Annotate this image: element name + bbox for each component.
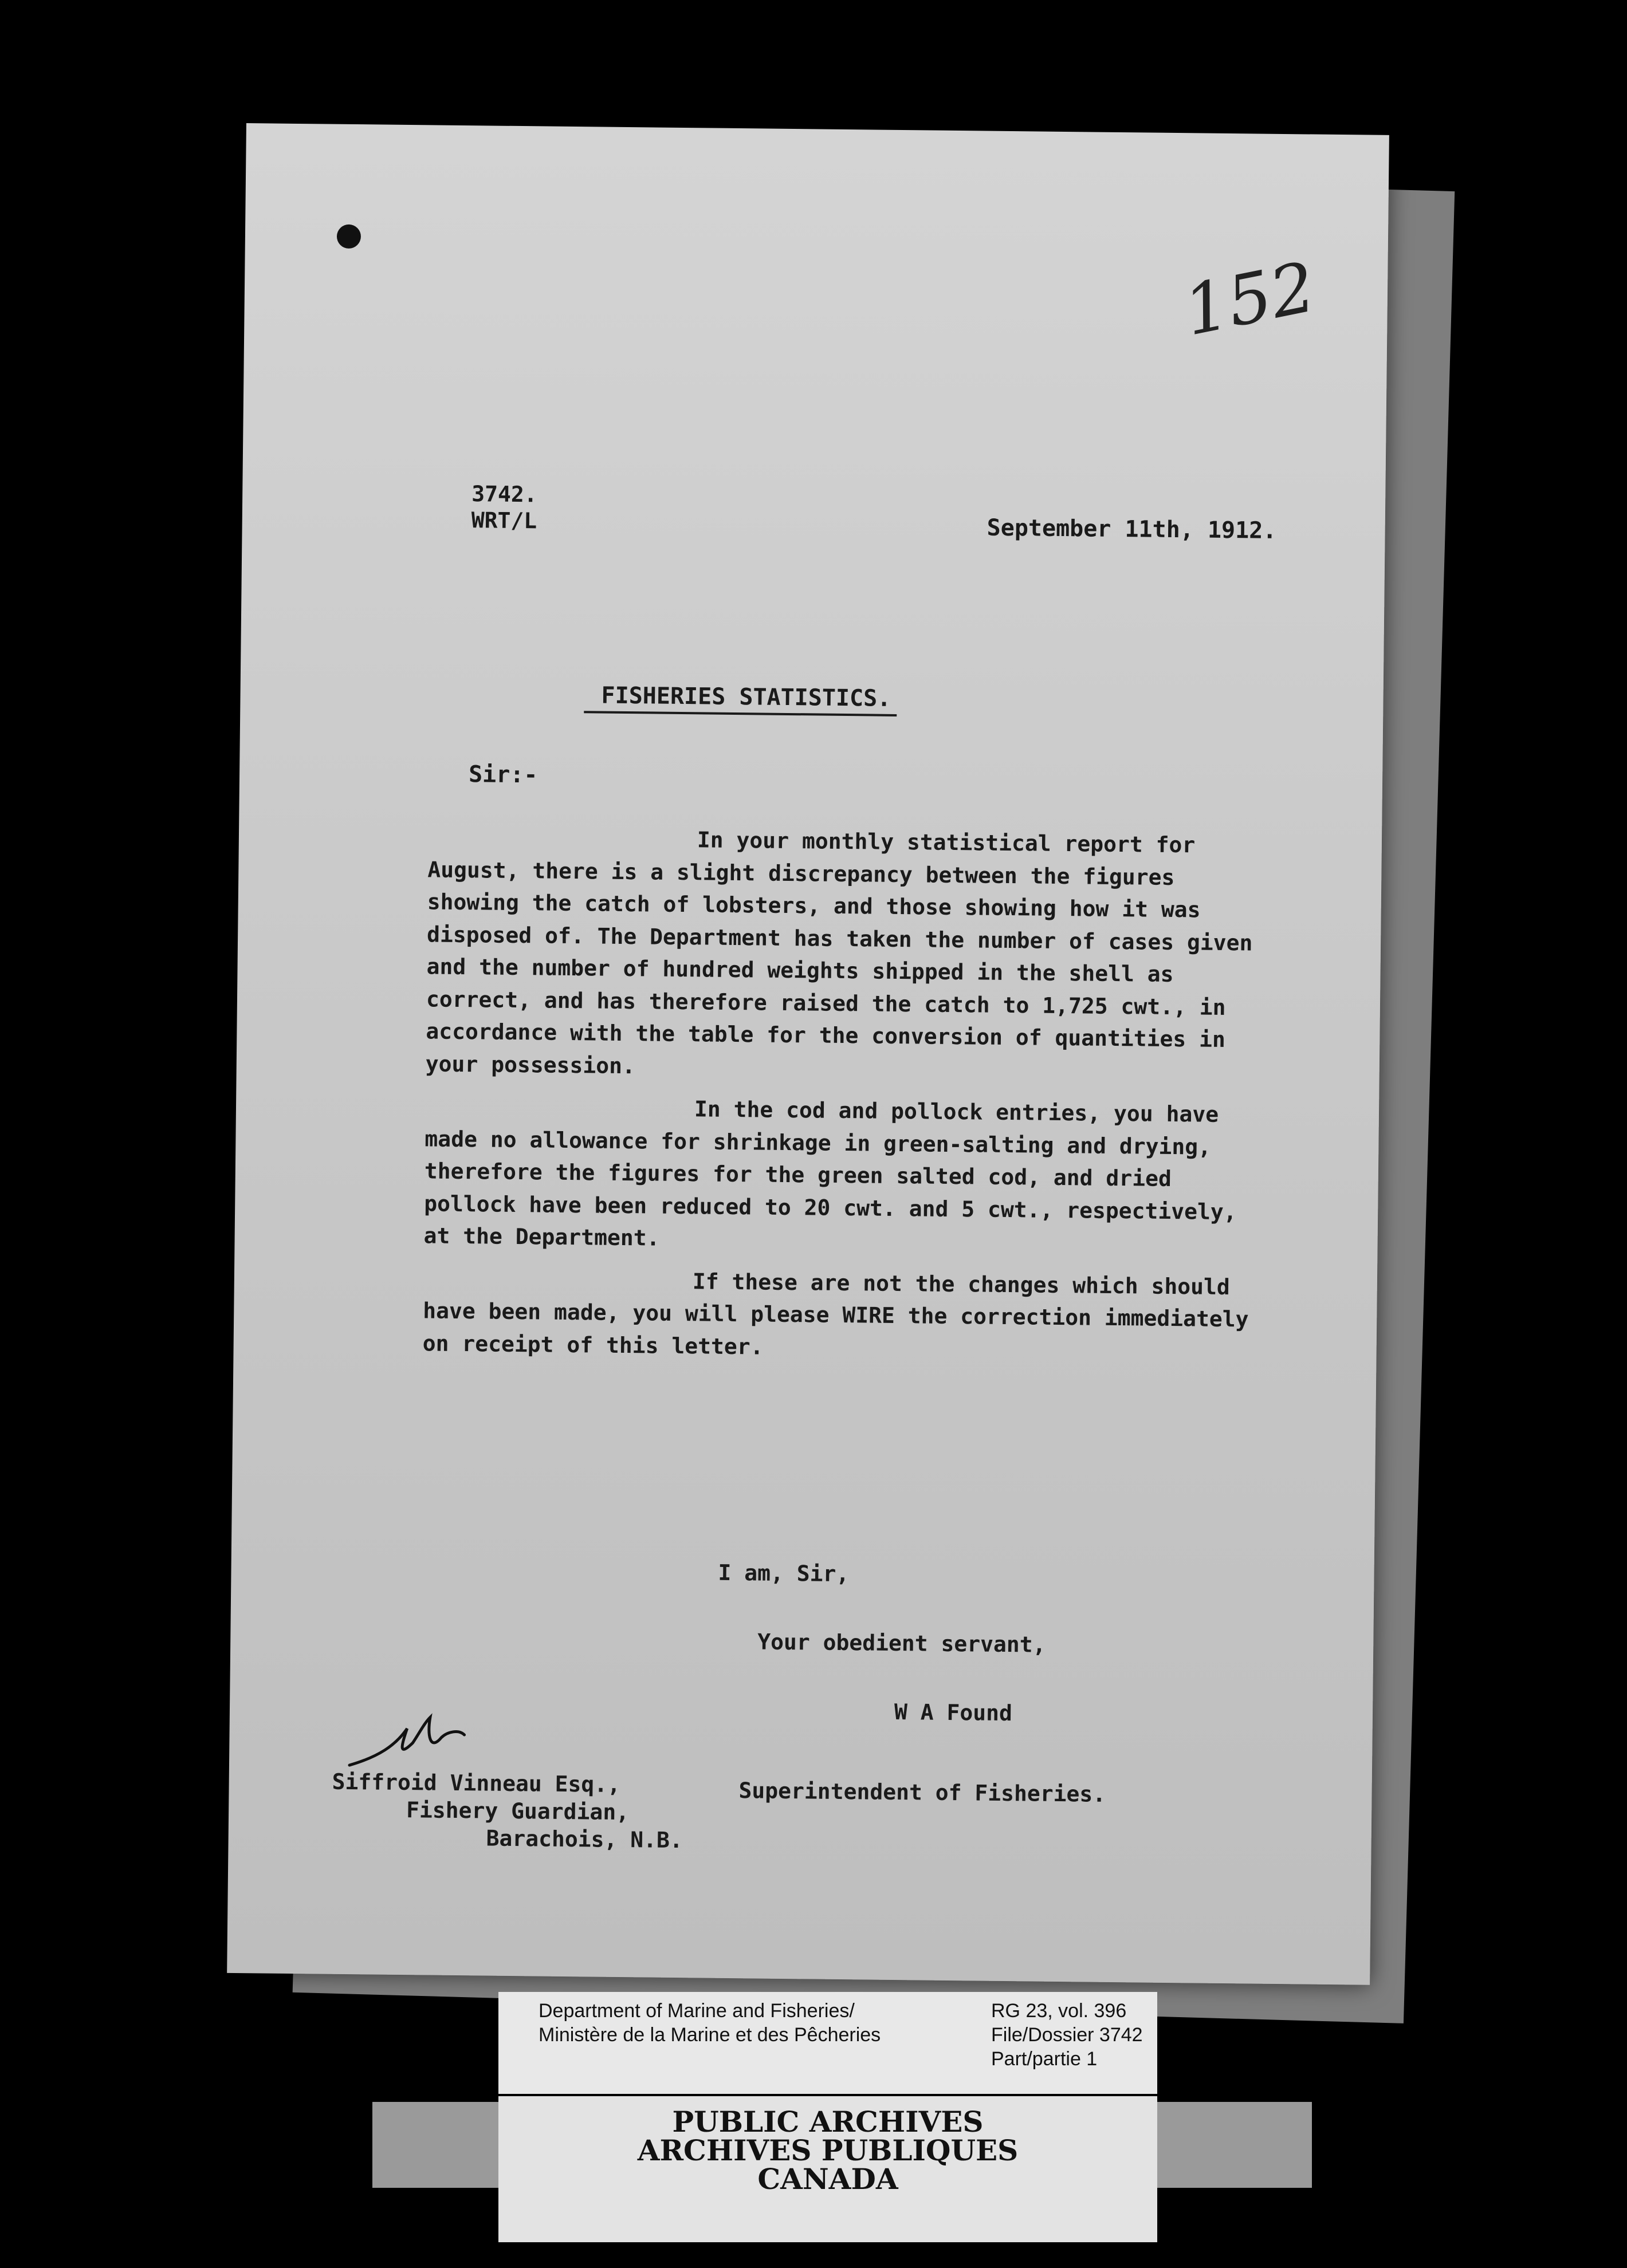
part-partie: Part/partie 1	[991, 2048, 1098, 2070]
reference-block	[471, 481, 537, 534]
closing-line: I am, Sir,	[718, 1560, 850, 1587]
stamp-line-3: CANADA	[757, 2162, 898, 2196]
salutation: Sir:-	[468, 761, 538, 789]
dept-french: Ministère de la Marine et des Pêcheries	[539, 2024, 881, 2046]
record-group: RG 23, vol. 396	[991, 2000, 1127, 2022]
signatory-title: Superintendent of Fisheries.	[738, 1778, 1106, 1807]
archive-label	[498, 1992, 1157, 2094]
letter-date: September 11th, 1912.	[987, 514, 1277, 544]
typist-initials: WRT/L	[471, 507, 537, 534]
subject-heading: FISHERIES STATISTICS.	[584, 682, 897, 716]
label-reference	[991, 1999, 1143, 2071]
stamp-line-2: ARCHIVES PUBLIQUES	[637, 2133, 1019, 2167]
punch-hole	[337, 225, 361, 249]
handwritten-initials	[344, 1711, 470, 1775]
archives-stamp	[498, 2096, 1157, 2242]
label-department	[539, 1999, 881, 2047]
addressee-block	[331, 1768, 683, 1854]
addressee-place: Barachois, N.B.	[486, 1825, 683, 1853]
letter-page	[227, 123, 1389, 1985]
addressee-role: Fishery Guardian,	[406, 1797, 630, 1825]
paragraph-1: In your monthly statistical report for August, there is a slight discrepancy between the figures showing the catch of lobsters, and those showing how it was disposed of. The Department has taken the number of cases given and the number of hundred weights shipped in the shell as correct, and has therefore raised the catch to 1,725 cwt., in accordance with the table for the conversion of quantities in your possession.	[425, 827, 1253, 1078]
paragraph-2: In the cod and pollock entries, you have made no allowance for shrinkage in green-salting and drying, therefore the figures for the green salted cod, and dried pollock have been reduced to 20 cwt. and 5 cwt., respectively, at the Department.	[423, 1096, 1237, 1251]
file-dossier: File/Dossier 3742	[991, 2024, 1143, 2046]
dept-english: Department of Marine and Fisheries/	[539, 2000, 855, 2022]
letter-body	[422, 821, 1270, 1378]
stamp-line-1: PUBLIC ARCHIVES	[672, 2105, 984, 2139]
complimentary-close: Your obedient servant,	[757, 1629, 1046, 1657]
paragraph-3: If these are not the changes which should have been made, you will please WIRE the correction immediately on receipt of this letter.	[422, 1268, 1249, 1360]
signatory-name: W A Found	[894, 1699, 1013, 1726]
folio-number: 152	[1177, 247, 1322, 352]
file-reference: 3742.	[471, 481, 537, 507]
addressee-name: Siffroid Vinneau Esq.,	[332, 1769, 621, 1797]
